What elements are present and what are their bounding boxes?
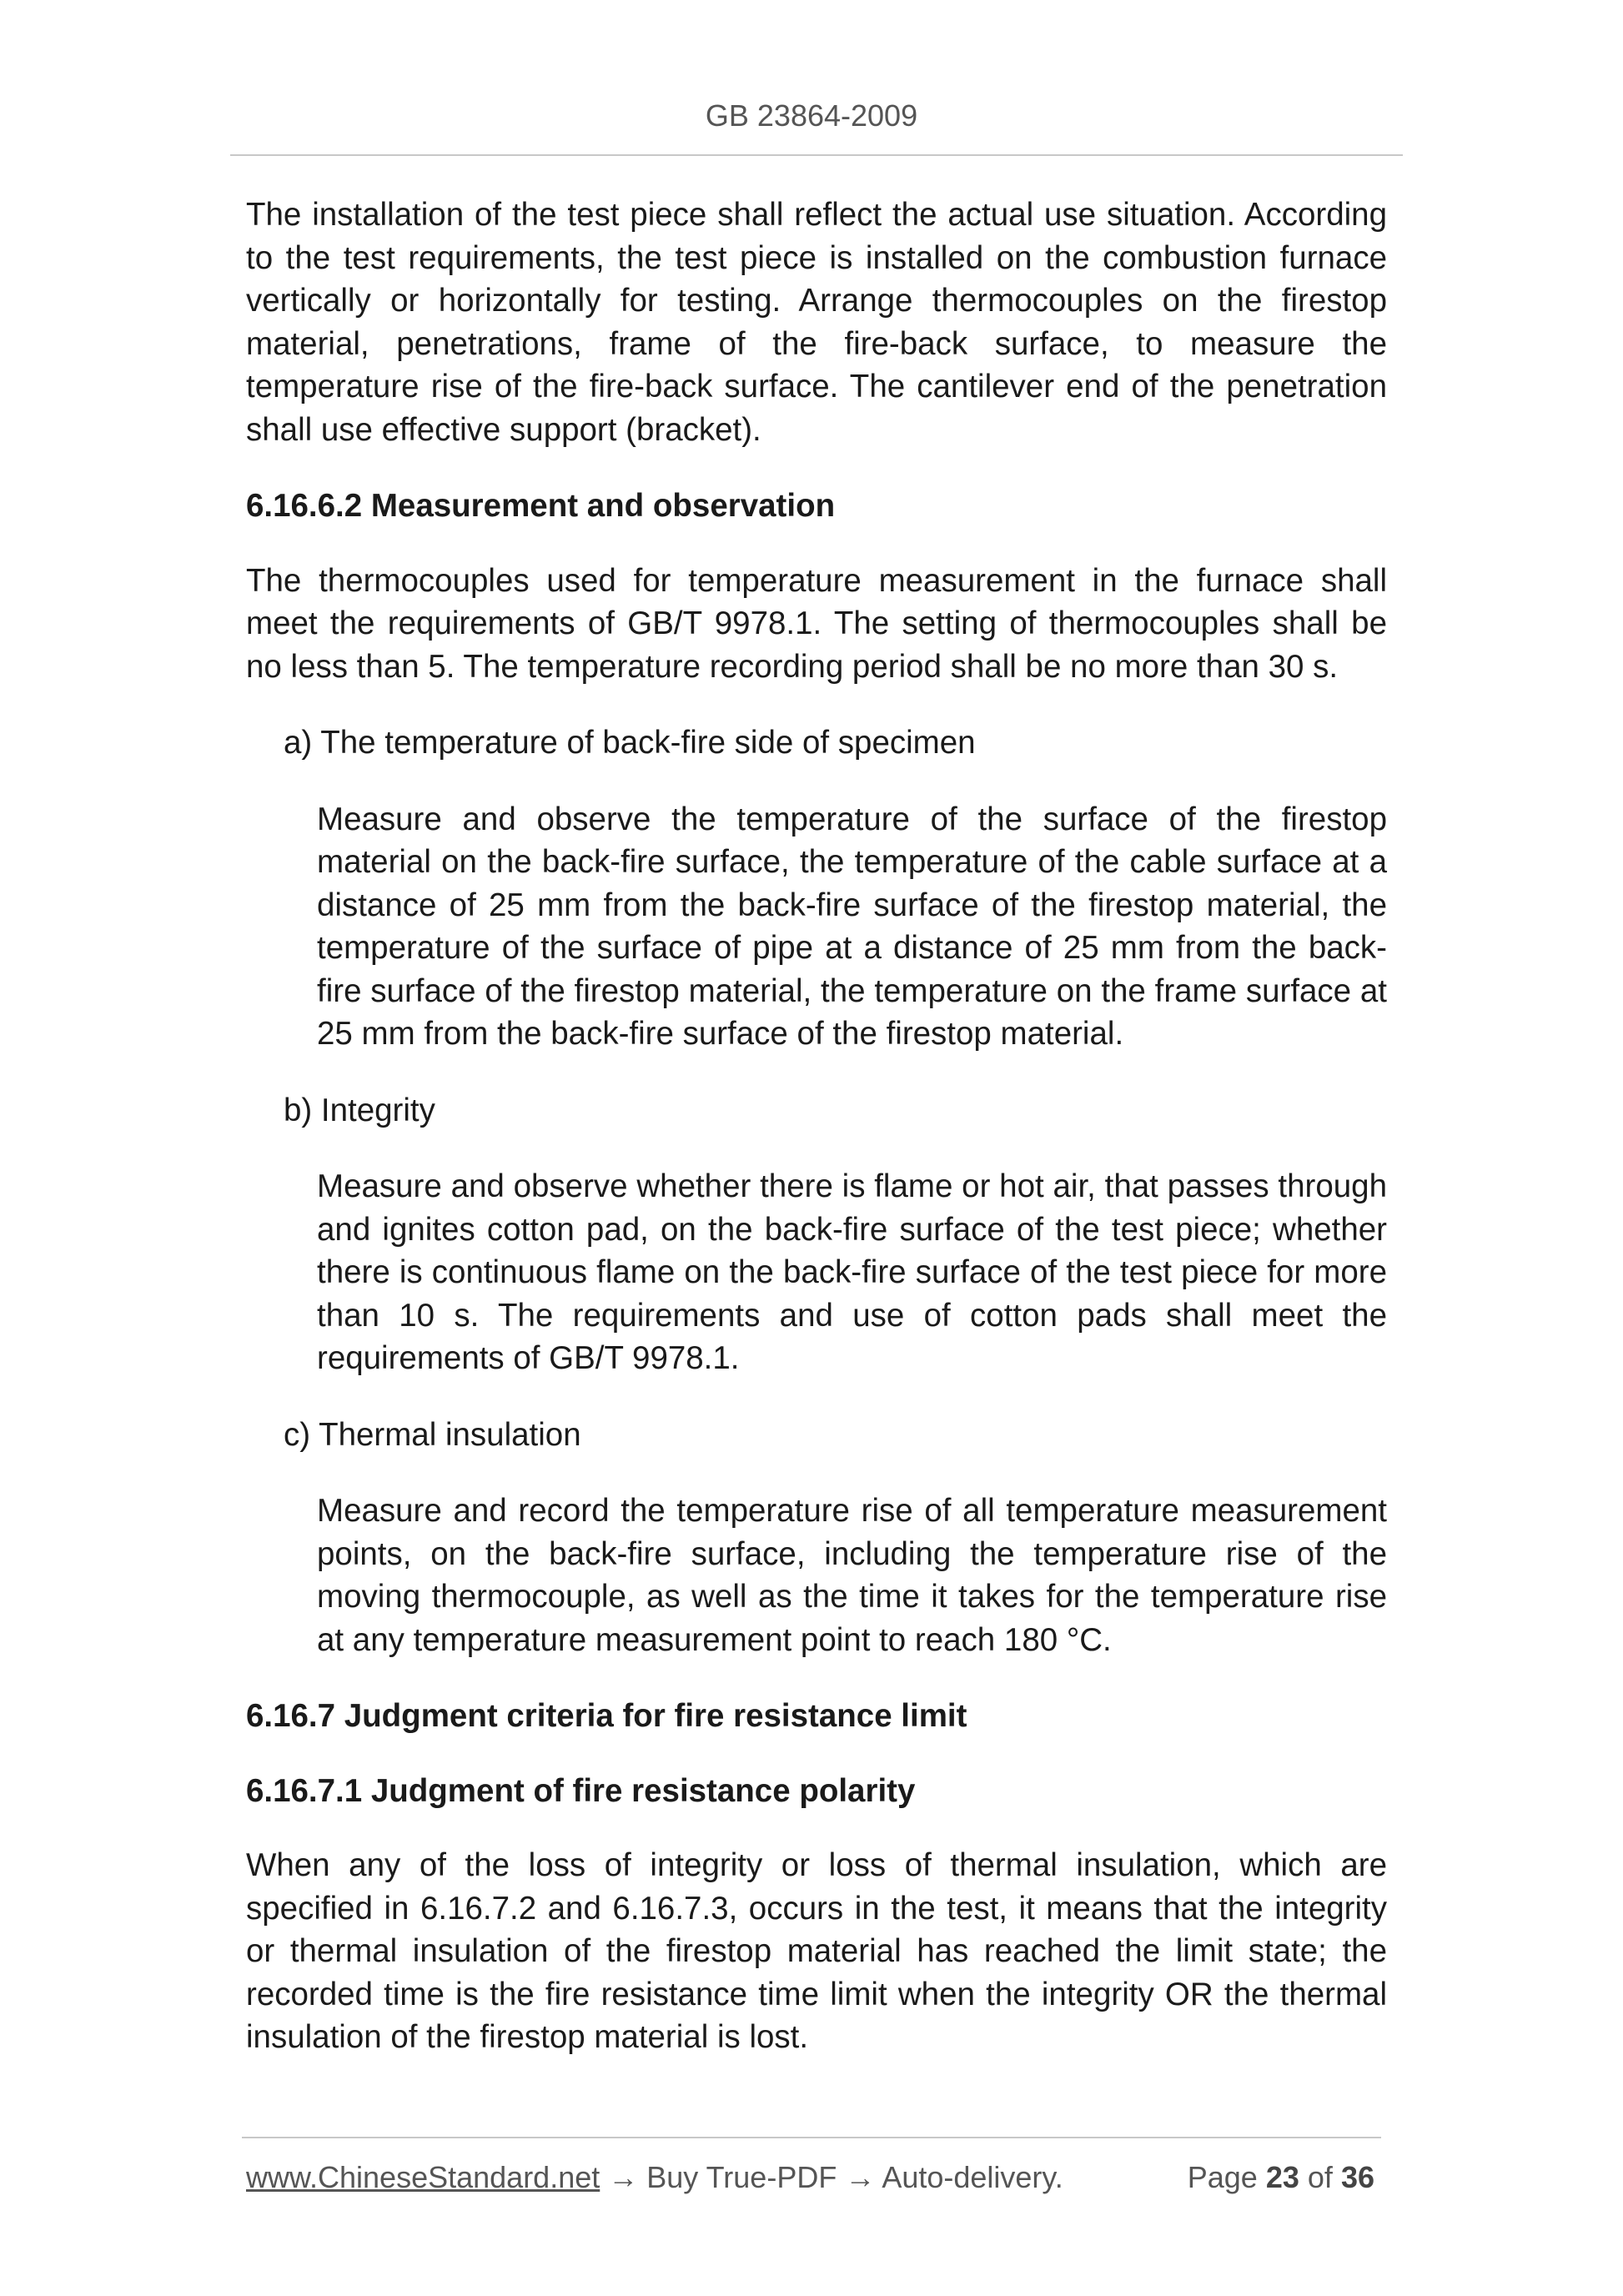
website-link[interactable]: www.ChineseStandard.net <box>246 2160 600 2194</box>
page-indicator <box>1188 2160 1374 2195</box>
list-item-label-b: b) Integrity <box>284 1092 435 1128</box>
total-pages: 36 <box>1340 2160 1374 2194</box>
footer-tagline: → Buy True-PDF → Auto-delivery. <box>600 2160 1063 2194</box>
list-item-label-a: a) The temperature of back-fire side of specimen <box>284 725 976 761</box>
list-item-text-c: Measure and record the temperature rise of all temperature measurement points, on the back-fire surface, including the temperature rise of the moving thermocouple, as well as the time it takes for the temperature rise at any temperature measurement point to reach 180 °C. <box>317 1493 1387 1658</box>
list-item-label-c: c) Thermal insulation <box>284 1416 581 1453</box>
section-heading-6-16-7-1: 6.16.7.1 Judgment of fire resistance polarity <box>246 1772 916 1809</box>
of-label: of <box>1307 2160 1333 2194</box>
section-heading-6-16-7: 6.16.7 Judgment criteria for fire resistance limit <box>246 1698 967 1734</box>
list-item-text-b: Measure and observe whether there is flame or hot air, that passes through and ignites cotton pad, on the back-fire surface of the test piece; whether there is continuous flame on the back-fire surface of the test piece for more than 10 s. The requirements and use of cotton pads shall meet the requirements of GB/T 9978.1. <box>317 1168 1387 1376</box>
document-body <box>246 193 1387 2093</box>
page-footer <box>246 2160 1387 2195</box>
page-number: 23 <box>1265 2160 1299 2194</box>
footer-divider <box>242 2137 1381 2138</box>
page-header: GB 23864-2009 <box>705 98 918 133</box>
intro-paragraph: The installation of the test piece shall reflect the actual use situation. According to the test requirements, the test piece is installed on the combustion furnace vertically or horizontally for testing. Arrange thermocouples on the firestop material, penetrations, frame of the fire-back surface, to measure the temperature rise of the fire-back surface. The cantilever end of the penetration shall use effective support (bracket). <box>246 197 1387 448</box>
list-item-text-a: Measure and observe the temperature of the surface of the firestop material on the back-fire surface, the temperature of the cable surface at a distance of 25 mm from the back-fire surface of the firestop material, the temperature of the surface of pipe at a distance of 25 mm from the back-fire surface of the firestop material, the temperature on the frame surface at 25 mm from the back-fire surface of the firestop material. <box>317 801 1387 1052</box>
section-heading-6-16-6-2: 6.16.6.2 Measurement and observation <box>246 488 836 524</box>
measurement-paragraph: The thermocouples used for temperature measurement in the furnace shall meet the requirements of GB/T 9978.1. The setting of thermocouples shall be no less than 5. The temperature recording period shall be no more than 30 s. <box>246 562 1387 685</box>
header-divider <box>230 154 1403 156</box>
judgment-paragraph: When any of the loss of integrity or loss of thermal insulation, which are specified in 6.16.7.2 and 6.16.7.3, occurs in the test, it means that the integrity or thermal insulation of the firestop material has reached the limit state; the recorded time is the fire resistance time limit when the integrity OR the thermal insulation of the firestop material is lost. <box>246 1847 1387 2055</box>
page-label: Page <box>1187 2160 1258 2194</box>
